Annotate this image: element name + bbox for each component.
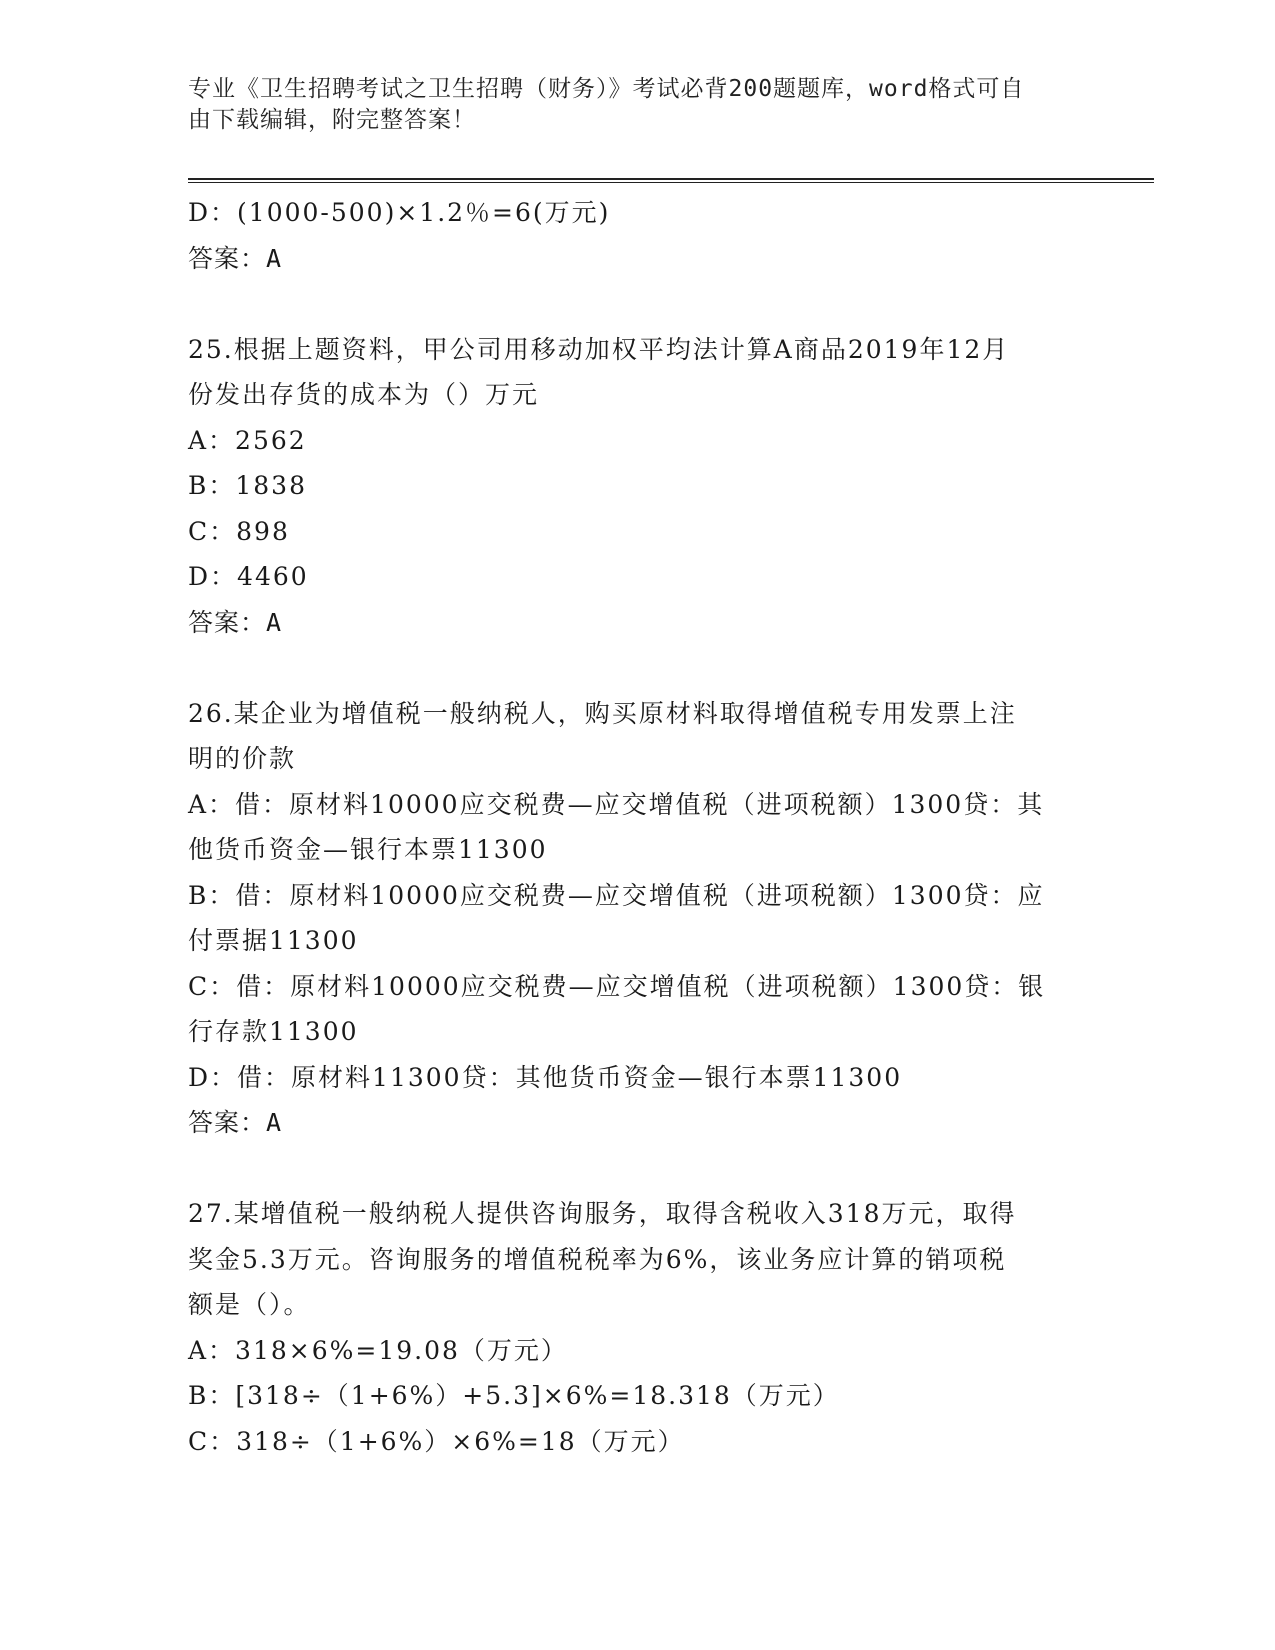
question-stem: 26.某企业为增值税一般纳税人，购买原材料取得增值税专用发票上注 [188, 698, 1017, 728]
question-stem: 27.某增值税一般纳税人提供咨询服务，取得含税收入318万元，取得 [188, 1199, 1017, 1228]
option-d: D：借：原材料11300贷：其他货币资金—银行本票11300 [188, 1062, 903, 1092]
header-divider-thick [188, 178, 1154, 180]
option-c: C：318÷（1+6%）×6%=18（万元） [188, 1426, 685, 1456]
question-stem: 25.根据上题资料，甲公司用移动加权平均法计算A商品2019年12月 [188, 334, 1010, 364]
question-stem: 奖金5.3万元。咨询服务的增值税税率为6%，该业务应计算的销项税 [188, 1244, 1007, 1274]
answer-label: 答案：A [188, 607, 283, 637]
option-b: B：1838 [188, 471, 307, 500]
option-b: B：[318÷（1+6%）+5.3]×6%=18.318（万元） [188, 1381, 840, 1410]
question-25 [188, 327, 1088, 646]
question-stem: 额是（）。 [188, 1290, 311, 1319]
option-d: D：(1000-500)×1.2％=6(万元) [188, 198, 611, 227]
answer-label: 答案：A [188, 1108, 283, 1137]
option-a: A：2562 [188, 425, 307, 455]
question-list [188, 190, 1088, 1464]
option-a: A：借：原材料10000应交税费—应交增值税（进项税额）1300贷：其 [188, 789, 1045, 819]
option-b: B：借：原材料10000应交税费—应交增值税（进项税额）1300贷：应 [188, 880, 1045, 910]
option-d: D：4460 [188, 562, 309, 591]
question-stem: 份发出存货的成本为（）万元 [188, 380, 540, 409]
header-line-2: 由下载编辑，附完整答案！ [188, 107, 476, 133]
option-c: C：898 [188, 516, 290, 546]
question-27 [188, 1191, 1088, 1464]
question-26 [188, 691, 1088, 1146]
header-line-1: 专业《卫生招聘考试之卫生招聘（财务）》考试必背200题题库，word格式可自 [188, 76, 1025, 102]
document-header [188, 74, 1088, 136]
option-b: 付票据11300 [188, 926, 359, 955]
option-a: 他货币资金—银行本票11300 [188, 835, 548, 864]
previous-question-tail [188, 190, 1088, 281]
option-c: 行存款11300 [188, 1017, 359, 1046]
option-c: C：借：原材料10000应交税费—应交增值税（进项税额）1300贷：银 [188, 971, 1046, 1001]
answer-label: 答案：A [188, 243, 283, 273]
question-stem: 明的价款 [188, 744, 297, 773]
option-a: A：318×6%=19.08（万元） [188, 1335, 568, 1365]
header-divider-thin [188, 182, 1154, 183]
